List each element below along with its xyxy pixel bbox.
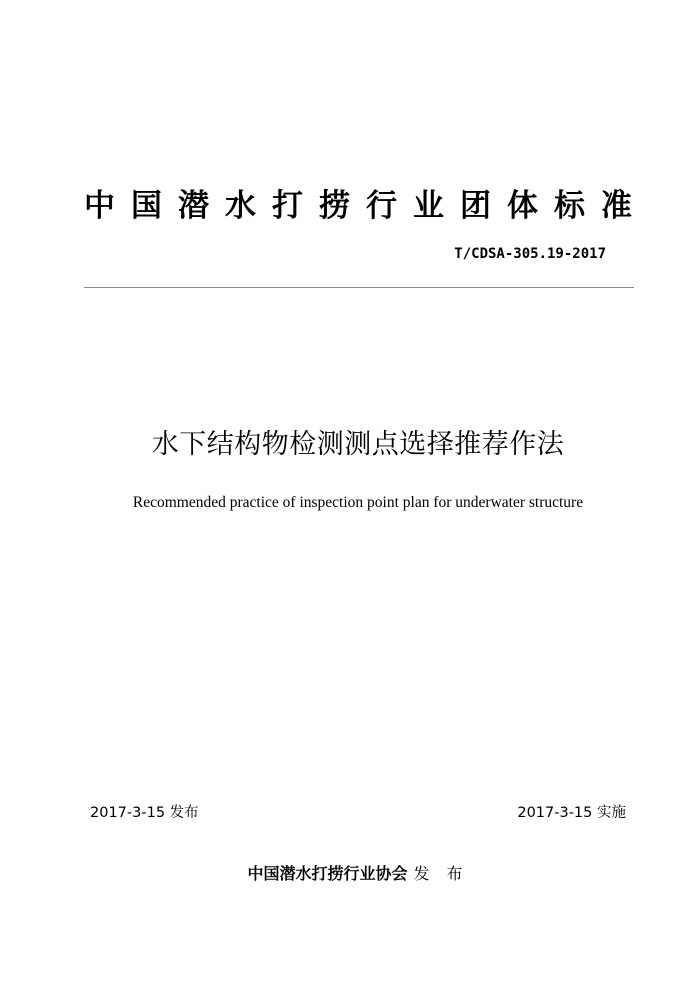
org-title-char: 中: [84, 188, 115, 224]
implementation-date: 2017-3-15 实施: [517, 805, 626, 821]
org-title-char: 体: [507, 188, 538, 224]
org-title-char: 打: [272, 188, 303, 224]
publisher-action: 发 布: [413, 864, 469, 883]
org-title-char: 捞: [319, 188, 350, 224]
org-title-char: 团: [460, 188, 491, 224]
org-title-char: 国: [131, 188, 162, 224]
org-standard-title: [84, 184, 632, 228]
header-divider: [84, 287, 634, 288]
org-title-char: 标: [554, 188, 585, 224]
org-title-char: 水: [225, 188, 256, 224]
publisher-name: 中国潜水打捞行业协会: [247, 864, 408, 883]
standard-code: T/CDSA-305.19-2017: [454, 246, 606, 262]
org-title-char: 准: [601, 188, 632, 224]
issue-date: 2017-3-15 发布: [90, 805, 199, 821]
document-title-chinese: 水下结构物检测测点选择推荐作法: [151, 429, 565, 460]
org-title-char: 业: [413, 188, 444, 224]
publisher-line: [0, 861, 700, 884]
org-title-char: 潜: [178, 188, 209, 224]
org-title-char: 行: [366, 188, 397, 224]
document-title-english: Recommended practice of inspection point plan for underwater structure: [132, 494, 584, 511]
